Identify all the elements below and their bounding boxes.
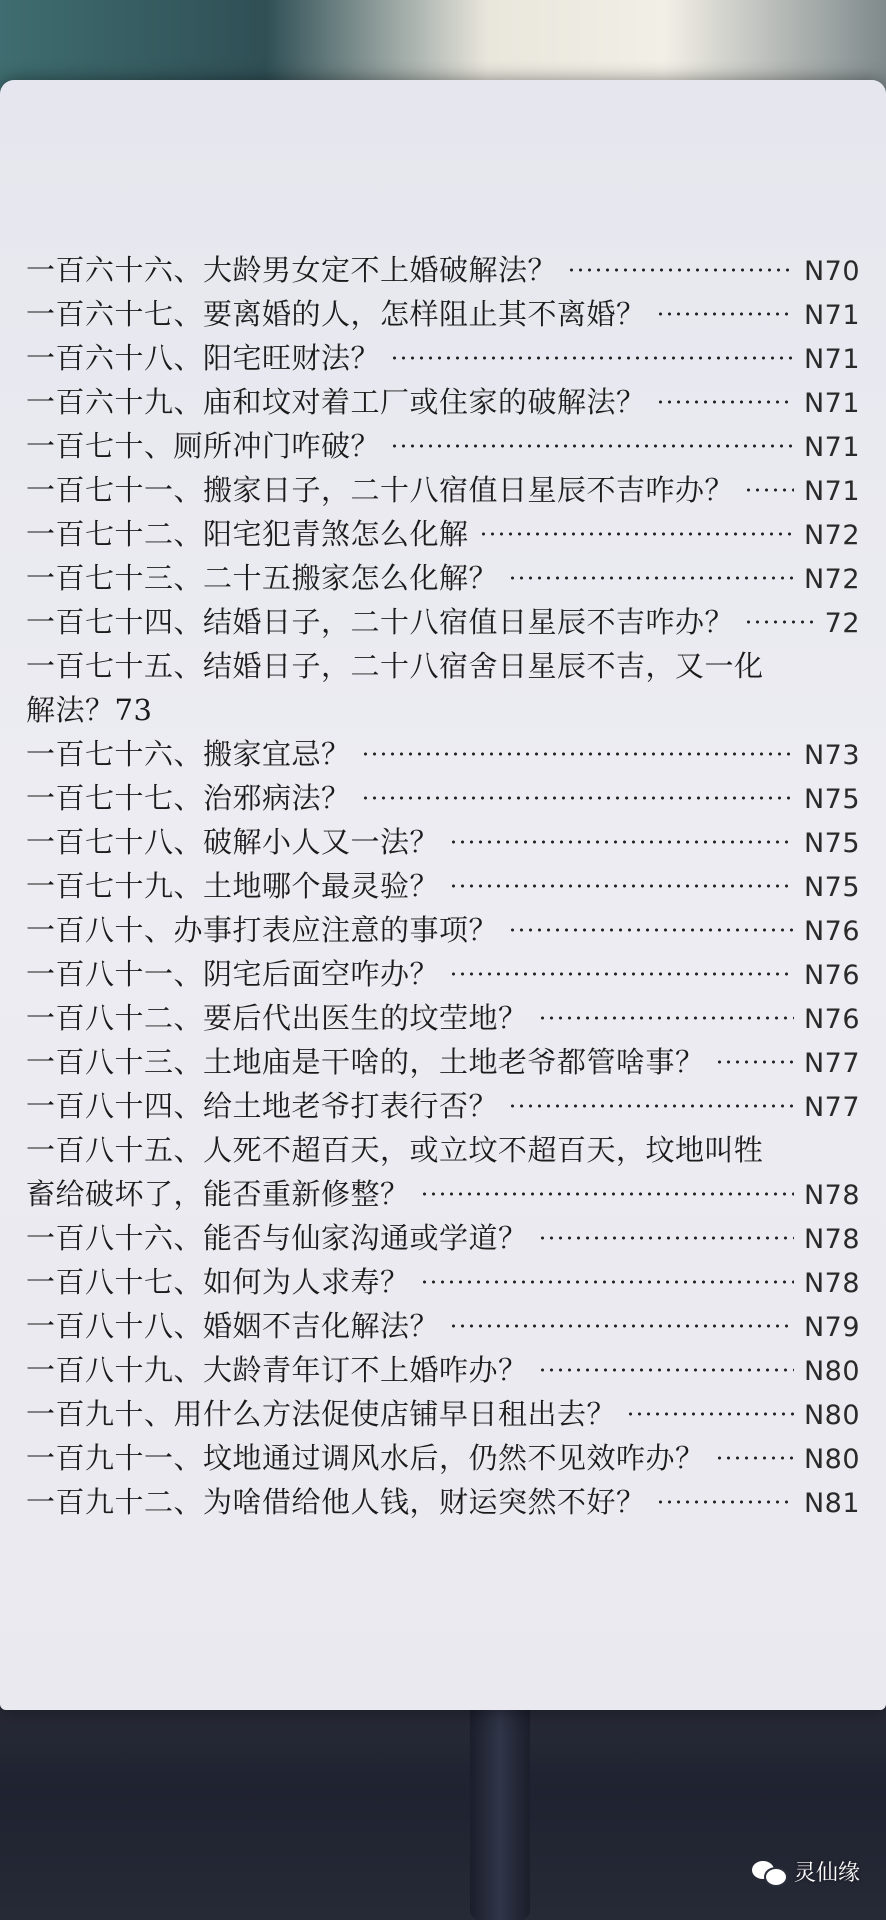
toc-entry-page: N70 — [803, 256, 860, 287]
toc-entry-continuation-text: 畜给破坏了，能否重新修整？ — [26, 1177, 410, 1211]
toc-leader-dots — [744, 488, 794, 492]
toc-entry-page: N78 — [803, 1268, 860, 1299]
toc-entry-page: N77 — [803, 1092, 860, 1123]
toc-entry-page: N79 — [803, 1312, 860, 1343]
toc-entry — [26, 952, 860, 996]
toc-entry-title: 一百七十六、搬家宜忌？ — [26, 737, 351, 771]
toc-entry-page: N80 — [803, 1400, 860, 1431]
toc-leader-dots — [538, 1016, 794, 1020]
toc-entry-page: N75 — [803, 828, 860, 859]
toc-entry-title: 一百八十二、要后代出医生的坟茔地？ — [26, 1001, 528, 1035]
toc-entry — [26, 1480, 860, 1524]
toc-leader-dots — [567, 268, 794, 272]
toc-entry — [26, 292, 860, 336]
toc-leader-dots — [715, 1456, 794, 1460]
toc-leader-dots — [715, 1060, 794, 1064]
toc-entry-title: 一百八十九、大龄青年订不上婚咋办？ — [26, 1353, 528, 1387]
toc-entry — [26, 556, 860, 600]
toc-leader-dots — [538, 1236, 794, 1240]
toc-entry-title: 一百九十一、坟地通过调风水后，仍然不见效咋办？ — [26, 1441, 705, 1475]
toc-entry — [26, 512, 860, 556]
toc-entry-page: N76 — [803, 916, 860, 947]
toc-entry-title: 一百六十九、庙和坟对着工厂或住家的破解法？ — [26, 385, 646, 419]
toc-entry — [26, 600, 860, 644]
toc-entry-title: 一百六十八、阳宅旺财法？ — [26, 341, 381, 375]
toc-entry — [26, 1304, 860, 1348]
toc-leader-dots — [626, 1412, 794, 1416]
toc-leader-dots — [361, 752, 794, 756]
toc-entry-title: 一百八十三、土地庙是干啥的，土地老爷都管啥事？ — [26, 1045, 705, 1079]
toc-entry-title: 一百七十九、土地哪个最灵验？ — [26, 869, 440, 903]
toc-entry — [26, 644, 860, 688]
toc-entry-continuation-text: 解法？73 — [26, 693, 153, 727]
toc-entry-continuation — [26, 688, 860, 732]
toc-entry — [26, 1084, 860, 1128]
toc-entry — [26, 468, 860, 512]
toc-entry — [26, 996, 860, 1040]
toc-leader-dots — [656, 400, 794, 404]
toc-leader-dots — [449, 972, 794, 976]
toc-entry — [26, 1260, 860, 1304]
toc-leader-dots — [449, 1324, 794, 1328]
toc-entry-title: 一百八十六、能否与仙家沟通或学道？ — [26, 1221, 528, 1255]
toc-entry-page: N71 — [803, 344, 860, 375]
toc-leader-dots — [508, 928, 794, 932]
toc-entry — [26, 908, 860, 952]
toc-entry — [26, 380, 860, 424]
toc-entry-title: 一百六十六、大龄男女定不上婚破解法？ — [26, 253, 558, 287]
background-seam — [470, 1700, 530, 1920]
toc-leader-dots — [361, 796, 794, 800]
toc-entry-page: N76 — [803, 1004, 860, 1035]
toc-entry-title: 一百七十一、搬家日子，二十八宿值日星辰不吉咋办？ — [26, 473, 735, 507]
toc-leader-dots — [420, 1192, 794, 1196]
toc-entry-title: 一百七十四、结婚日子，二十八宿值日星辰不吉咋办？ — [26, 605, 735, 639]
toc-leader-dots — [449, 840, 794, 844]
toc-entry — [26, 336, 860, 380]
toc-entry — [26, 1348, 860, 1392]
toc-entry-page: N80 — [803, 1444, 860, 1475]
toc-entry-page: N72 — [803, 564, 860, 595]
toc-leader-dots — [656, 1500, 794, 1504]
toc-entry-page: N71 — [803, 476, 860, 507]
toc-entry-page: N71 — [803, 432, 860, 463]
toc-leader-dots — [390, 444, 794, 448]
toc-entry-page: N81 — [803, 1488, 860, 1519]
toc-entry-title: 一百八十一、阴宅后面空咋办？ — [26, 957, 440, 991]
toc-entry — [26, 732, 860, 776]
toc-entry-page: 72 — [824, 608, 860, 639]
toc-entry-title: 一百八十五、人死不超百天，或立坟不超百天，坟地叫牲 — [26, 1133, 764, 1167]
toc-entry-title: 一百七十二、阳宅犯青煞怎么化解 — [26, 517, 469, 551]
toc-entry-page: N78 — [803, 1224, 860, 1255]
toc-entry-title: 一百七十五、结婚日子，二十八宿舍日星辰不吉，又一化 — [26, 649, 764, 683]
toc-entry-page: N75 — [803, 784, 860, 815]
toc-entry-title: 一百九十、用什么方法促使店铺早日租出去？ — [26, 1397, 617, 1431]
toc-leader-dots — [656, 312, 794, 316]
table-of-contents — [26, 248, 860, 1524]
toc-entry-title: 一百八十七、如何为人求寿？ — [26, 1265, 410, 1299]
toc-entry-title: 一百六十七、要离婚的人，怎样阻止其不离婚？ — [26, 297, 646, 331]
toc-entry — [26, 820, 860, 864]
toc-leader-dots — [538, 1368, 794, 1372]
toc-entry-title: 一百七十三、二十五搬家怎么化解？ — [26, 561, 499, 595]
watermark — [752, 1856, 860, 1887]
toc-entry-title: 一百七十八、破解小人又一法？ — [26, 825, 440, 859]
toc-entry — [26, 248, 860, 292]
toc-leader-dots — [508, 1104, 794, 1108]
toc-leader-dots — [449, 884, 794, 888]
toc-leader-dots — [479, 532, 794, 536]
toc-entry — [26, 776, 860, 820]
toc-entry-page: N75 — [803, 872, 860, 903]
toc-entry-title: 一百八十八、婚姻不吉化解法？ — [26, 1309, 440, 1343]
toc-entry-title: 一百九十二、为啥借给他人钱，财运突然不好？ — [26, 1485, 646, 1519]
toc-entry — [26, 1392, 860, 1436]
toc-entry-page: N72 — [803, 520, 860, 551]
toc-entry — [26, 1436, 860, 1480]
toc-entry-page: N77 — [803, 1048, 860, 1079]
book-page — [0, 80, 886, 1710]
toc-entry-page: N71 — [803, 300, 860, 331]
toc-entry-title: 一百七十、厕所冲门咋破？ — [26, 429, 381, 463]
toc-entry-continuation — [26, 1172, 860, 1216]
toc-entry-title: 一百七十七、治邪病法？ — [26, 781, 351, 815]
toc-leader-dots — [390, 356, 794, 360]
toc-entry-title: 一百八十四、给土地老爷打表行否？ — [26, 1089, 499, 1123]
toc-entry-page: N76 — [803, 960, 860, 991]
toc-entry — [26, 1216, 860, 1260]
toc-entry — [26, 1128, 860, 1172]
wechat-icon — [752, 1859, 786, 1885]
toc-entry-page: N78 — [803, 1180, 860, 1211]
toc-entry-page: N73 — [803, 740, 860, 771]
toc-entry — [26, 864, 860, 908]
toc-entry-page: N80 — [803, 1356, 860, 1387]
toc-entry-page: N71 — [803, 388, 860, 419]
toc-leader-dots — [744, 620, 815, 624]
toc-entry-title: 一百八十、办事打表应注意的事项？ — [26, 913, 499, 947]
toc-entry — [26, 1040, 860, 1084]
watermark-label: 灵仙缘 — [793, 1861, 860, 1886]
toc-leader-dots — [508, 576, 794, 580]
toc-entry — [26, 424, 860, 468]
toc-leader-dots — [420, 1280, 794, 1284]
